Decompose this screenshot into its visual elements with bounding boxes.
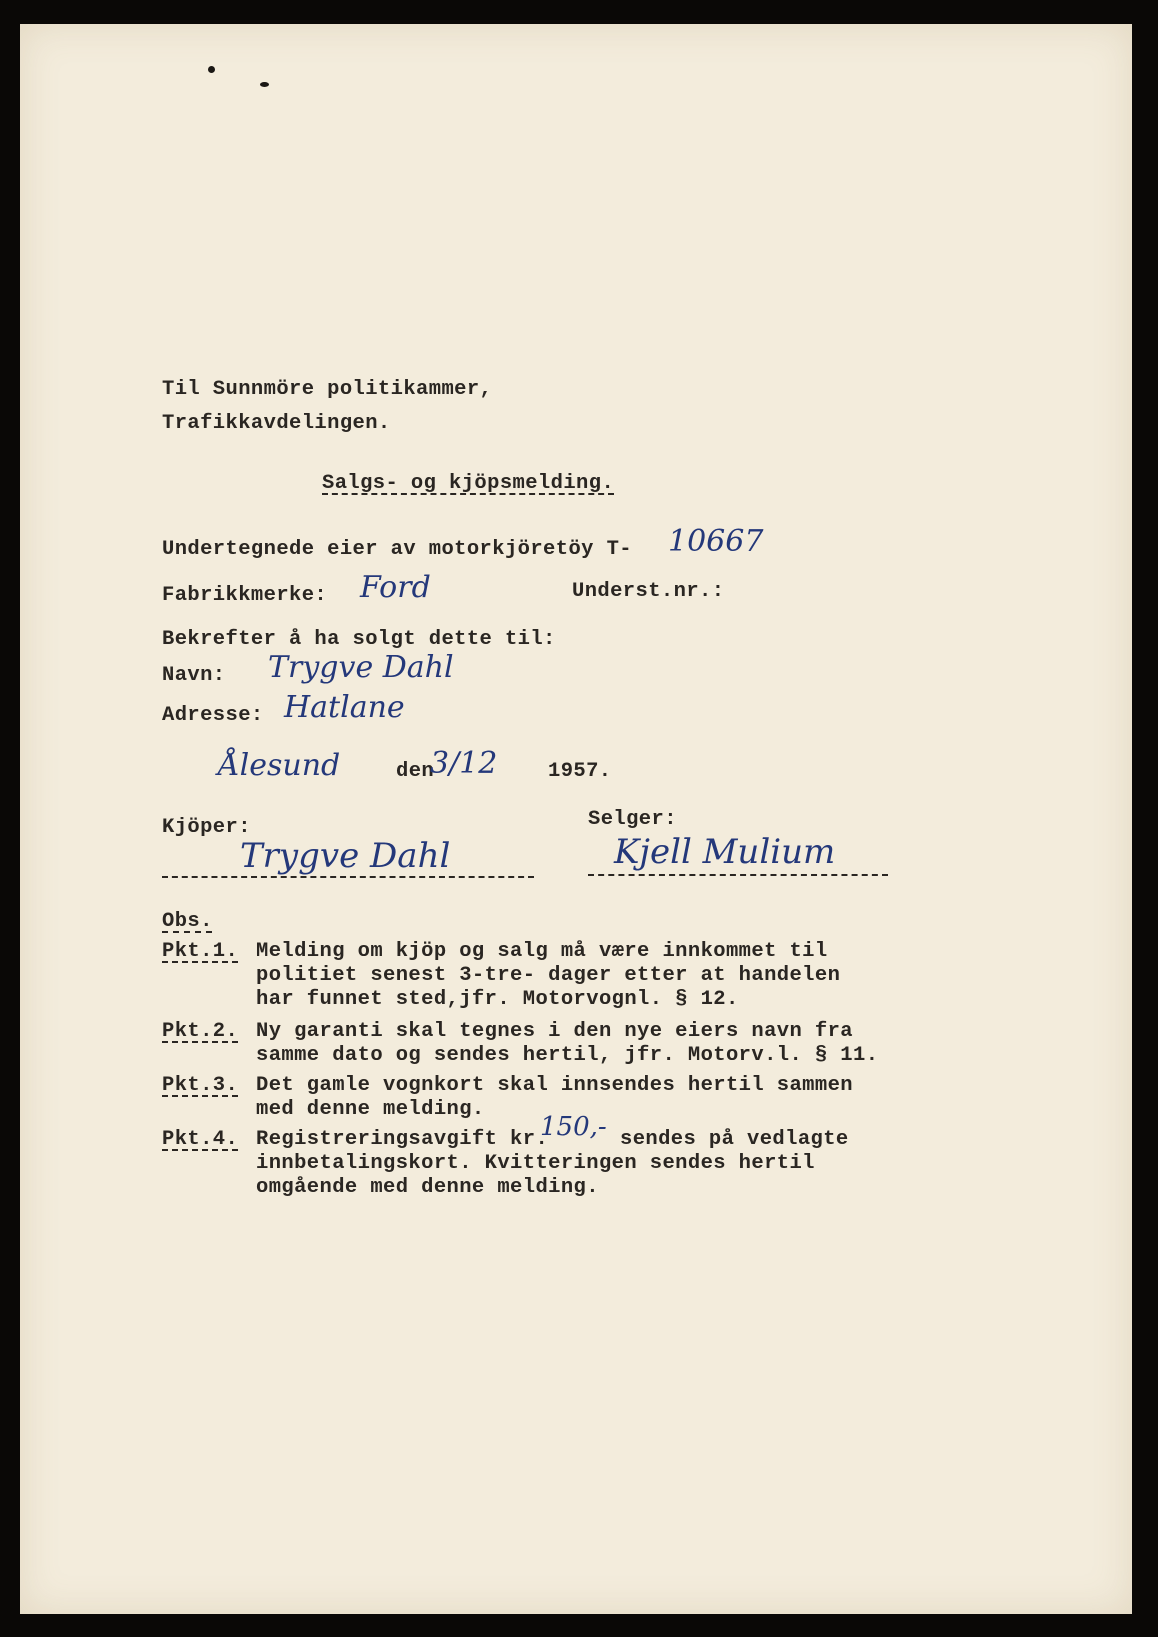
- note-3-line-2: med denne melding.: [256, 1098, 485, 1121]
- name-label: Navn:: [162, 664, 226, 687]
- place-value: Ålesund: [218, 748, 341, 783]
- buyer-signature: Trygve Dahl: [240, 836, 451, 876]
- name-value: Trygve Dahl: [268, 650, 454, 685]
- note-4-line-3: omgående med denne melding.: [256, 1176, 599, 1199]
- owner-label: Undertegnede eier av motorkjöretöy T-: [162, 538, 632, 561]
- ink-speck: [260, 82, 269, 87]
- confirm-text: Bekrefter å ha solgt dette til:: [162, 628, 556, 651]
- note-4-line-1-start: Registreringsavgift kr.: [256, 1128, 549, 1151]
- note-3-line-1: Det gamle vognkort skal innsendes hertil sammen: [256, 1074, 853, 1097]
- note-4-line-1-end: sendes på vedlagte: [620, 1128, 849, 1151]
- seller-label: Selger:: [588, 808, 677, 831]
- seller-signature-line: [588, 874, 888, 876]
- note-2-line-1: Ny garanti skal tegnes i den nye eiers navn fra: [256, 1020, 853, 1043]
- make-value: Ford: [360, 570, 431, 605]
- address-value: Hatlane: [284, 690, 405, 725]
- note-1-line-3: har funnet sted,jfr. Motorvognl. § 12.: [256, 988, 739, 1011]
- note-1-line-2: politiet senest 3-tre- dager etter at handelen: [256, 964, 841, 987]
- date-den: den: [396, 760, 435, 783]
- note-4-label: Pkt.4.: [162, 1128, 239, 1151]
- note-2-label: Pkt.2.: [162, 1020, 239, 1043]
- ink-speck: [208, 66, 215, 73]
- note-1-label: Pkt.1.: [162, 940, 239, 963]
- make-label: Fabrikkmerke:: [162, 584, 328, 607]
- document-title: Salgs- og kjöpsmelding.: [322, 472, 615, 495]
- buyer-signature-line: [162, 876, 534, 878]
- note-2-line-2: samme dato og sendes hertil, jfr. Motorv.l. § 11.: [256, 1044, 879, 1067]
- address-label: Adresse:: [162, 704, 264, 727]
- buyer-label: Kjöper:: [162, 816, 251, 839]
- notes-heading: Obs.: [162, 910, 213, 933]
- registration-number: 10667: [668, 524, 764, 559]
- fee-value: 150,-: [540, 1112, 607, 1142]
- note-4-line-2: innbetalingskort. Kvitteringen sendes hertil: [256, 1152, 815, 1175]
- note-3-label: Pkt.3.: [162, 1074, 239, 1097]
- chassis-label: Underst.nr.:: [572, 580, 725, 603]
- document-page: [20, 24, 1132, 1614]
- note-1-line-1: Melding om kjöp og salg må være innkommet til: [256, 940, 828, 963]
- date-value: 3/12: [430, 746, 498, 781]
- recipient-line-2: Trafikkavdelingen.: [162, 412, 391, 435]
- seller-signature: Kjell Mulium: [614, 832, 836, 872]
- year: 1957.: [548, 760, 612, 783]
- recipient-line-1: Til Sunnmöre politikammer,: [162, 378, 493, 401]
